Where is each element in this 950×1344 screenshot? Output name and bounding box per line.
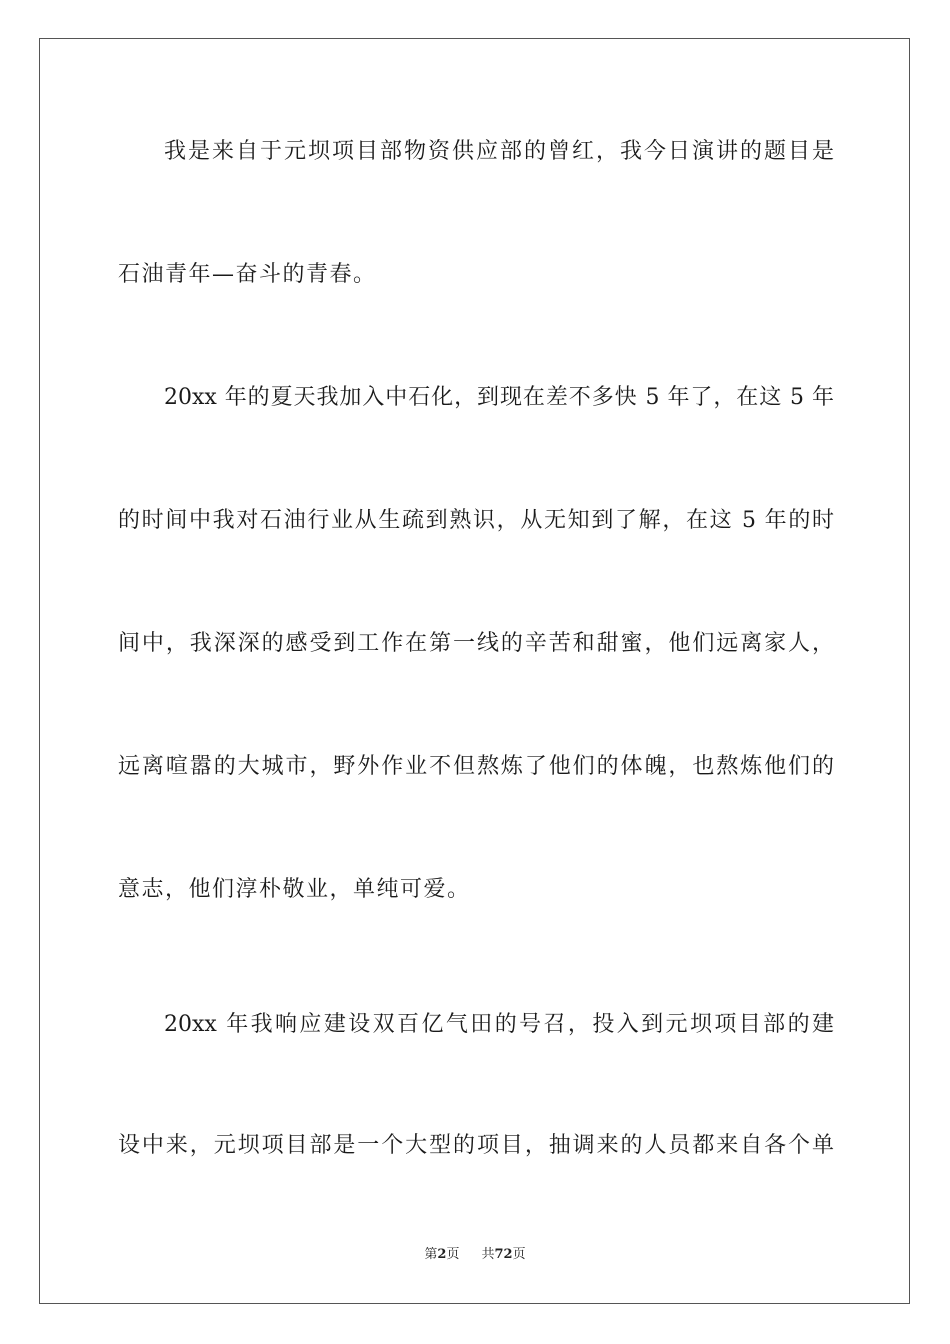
footer-page-prefix: 第 [424,1247,438,1262]
paragraph-3-line-1: 20xx 年我响应建设双百亿气田的号召，投入到元坝项目部的建 [164,1012,834,1037]
paragraph-2-line-1: 20xx 年的夏天我加入中石化，到现在差不多快 5 年了，在这 5 年 [164,385,834,410]
page-footer [0,1246,950,1264]
paragraph-1-line-2: 石油青年—奋斗的青春。 [118,262,377,287]
footer-page-suffix: 页 [446,1247,460,1262]
footer-total-pages: 72 [494,1247,513,1262]
footer-total-suffix: 页 [512,1247,526,1262]
footer-page-number: 2 [437,1247,447,1262]
paragraph-2-line-2: 的时间中我对石油行业从生疏到熟识，从无知到了解，在这 5 年的时 [118,508,834,533]
page-border [39,38,910,1304]
paragraph-3-line-2: 设中来，元坝项目部是一个大型的项目，抽调来的人员都来自各个单 [118,1133,834,1158]
paragraph-2-line-4: 远离喧嚣的大城市，野外作业不但熬炼了他们的体魄，也熬炼他们的 [118,754,834,779]
footer-total-prefix: 共 [481,1247,495,1262]
paragraph-2-line-3: 间中，我深深的感受到工作在第一线的辛苦和甜蜜，他们远离家人， [118,631,834,656]
paragraph-1-line-1: 我是来自于元坝项目部物资供应部的曾红，我今日演讲的题目是 [164,139,834,164]
paragraph-2-line-5: 意志，他们淳朴敬业，单纯可爱。 [118,877,471,902]
